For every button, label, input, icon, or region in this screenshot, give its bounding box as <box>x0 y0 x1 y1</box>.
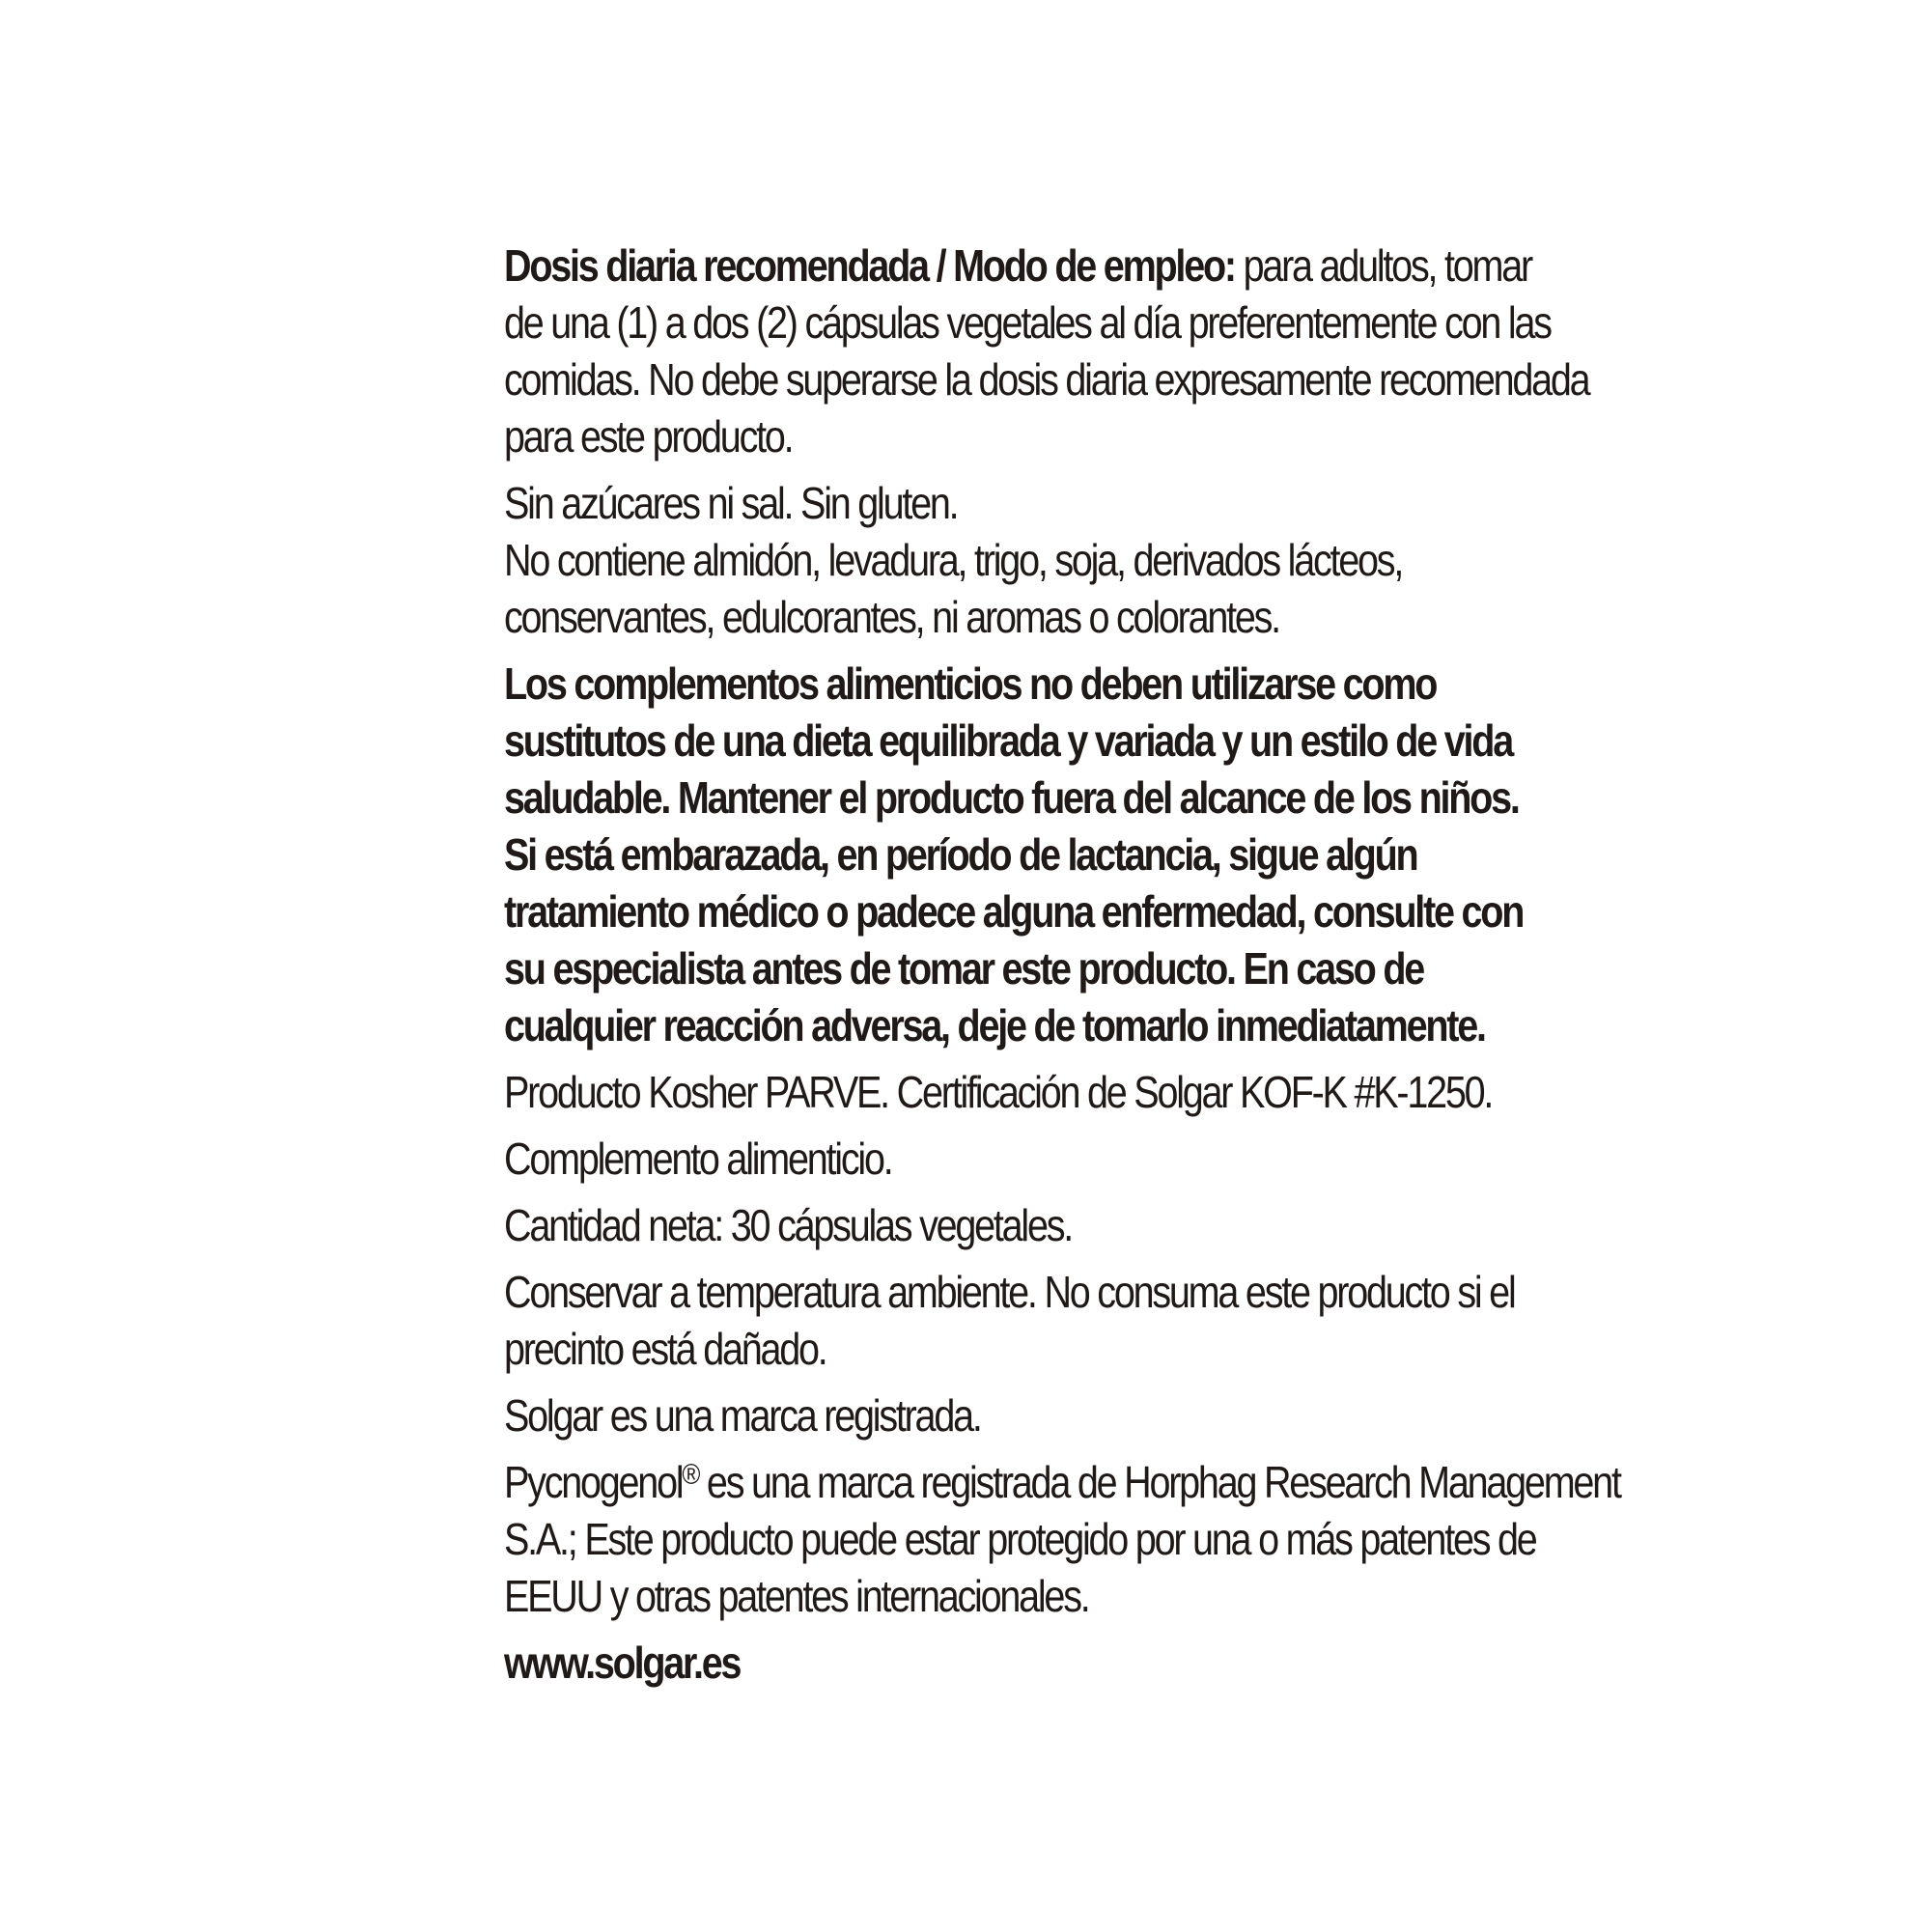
pycnogenol-brand: Pycnogenol <box>504 1457 683 1507</box>
net-quantity-text: Cantidad neta: 30 cápsulas vegetales. <box>504 1200 1073 1250</box>
free-from-line-3: conservantes, edulcorantes, ni aromas o colorantes. <box>504 592 1279 642</box>
dosage-paragraph <box>504 238 1589 465</box>
dosage-line-4: para este producto. <box>504 411 793 462</box>
warning-line-5: tratamiento médico o padece alguna enfermedad, consulte con <box>504 886 1524 937</box>
product-label-text <box>504 238 1620 1692</box>
storage-line-1: Conservar a temperatura ambiente. No consuma este producto si el <box>504 1267 1515 1317</box>
dosage-line-2: de una (1) a dos (2) cápsulas vegetales al día preferentemente con las <box>504 297 1551 348</box>
warning-line-3: saludable. Mantener el producto fuera del alcance de los niños. <box>504 772 1519 823</box>
supplement-text: Complemento alimenticio. <box>504 1134 892 1184</box>
warning-line-2: sustitutos de una dieta equilibrada y variada y un estilo de vida <box>504 715 1512 766</box>
kosher-paragraph <box>504 1064 1493 1121</box>
registered-mark: ® <box>682 1459 699 1491</box>
pycnogenol-text: es una marca registrada de Horphag Research Management <box>698 1457 1620 1507</box>
free-from-line-2: No contiene almidón, levadura, trigo, soja, derivados lácteos, <box>504 535 1403 585</box>
warning-line-7: cualquier reacción adversa, deje de tomarlo inmediatamente. <box>504 1000 1485 1050</box>
dosage-line-1 <box>504 238 1531 294</box>
dosage-heading: Dosis diaria recomendada / Modo de empleo: <box>504 240 1235 291</box>
dosage-text: para adultos, tomar <box>1234 240 1531 291</box>
warning-line-4: Si está embarazada, en período de lactancia, sigue algún <box>504 829 1417 880</box>
kosher-text: Producto Kosher PARVE. Certificación de Solgar KOF-K #K-1250. <box>504 1067 1493 1117</box>
free-from-line-1: Sin azúcares ni sal. Sin gluten. <box>504 478 958 528</box>
pycnogenol-paragraph <box>504 1454 1620 1625</box>
warning-line-1: Los complementos alimenticios no deben utilizarse como <box>504 658 1437 709</box>
supplement-paragraph <box>504 1131 1334 1188</box>
dosage-line-3: comidas. No debe superarse la dosis diaria expresamente recomendada <box>504 354 1589 405</box>
warning-paragraph <box>504 656 1524 1054</box>
net-quantity-paragraph <box>504 1197 1334 1254</box>
website-paragraph <box>504 1635 1334 1692</box>
free-from-paragraph <box>504 475 1403 646</box>
storage-line-2: precinto está dañado. <box>504 1324 826 1374</box>
pycnogenol-line-2: S.A.; Este producto puede estar protegido por una o más patentes de <box>504 1514 1536 1564</box>
trademark-text: Solgar es una marca registrada. <box>504 1390 981 1441</box>
trademark-paragraph <box>504 1387 1334 1444</box>
website-link[interactable]: www.solgar.es <box>504 1638 741 1688</box>
warning-line-6: su especialista antes de tomar este producto. En caso de <box>504 943 1424 994</box>
pycnogenol-line-3: EEUU y otras patentes internacionales. <box>504 1571 1089 1621</box>
pycnogenol-line-1 <box>504 1454 1620 1511</box>
storage-paragraph <box>504 1264 1515 1378</box>
